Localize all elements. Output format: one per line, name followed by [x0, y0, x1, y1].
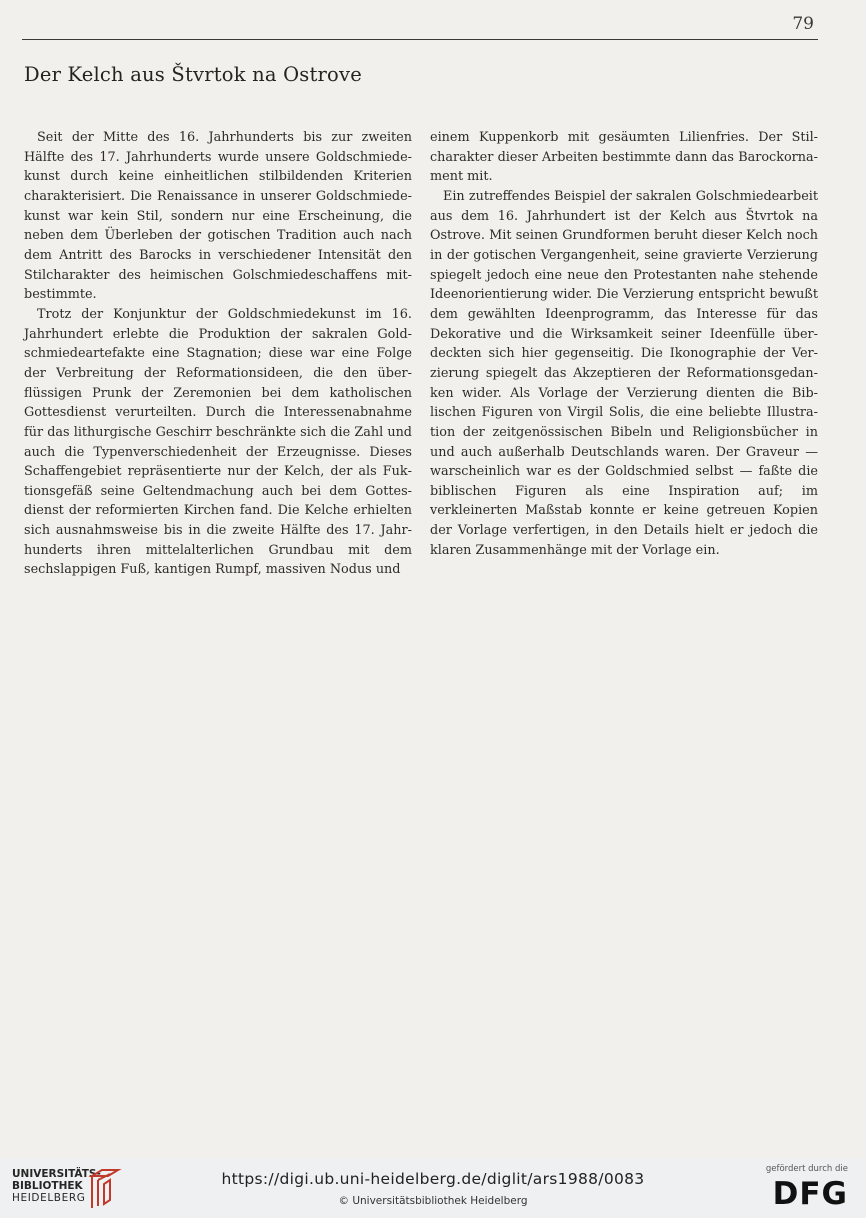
- page-number: 79: [792, 14, 814, 34]
- dfg-logo-block[interactable]: [765, 1164, 848, 1212]
- paragraph: Trotz der Konjunktur der Goldschmiedekunst im 16. Jahrhundert erlebte die Produktion der sakralen Goldschmiedeartefakte eine Stagnation; diese war eine Folge der Verbreitung der Reformationsideen, die den überflüssigen Prunk der Zeremonien bei dem katholischen Gottesdienst verurteilten. Durch die Interessenabnahme für das lithurgische Geschirr beschränkte sich die Zahl und auch die Typenverschiedenheit der Erzeugnisse. Dieses Schaffengebiet repräsentierte nur der Kelch, der als Fuktionsgefäß seine Geltendmachung auch bei dem Gottesdienst der reformierten Kirchen fand. Die Kelche erhielten sich ausnahmsweise bis in die zweite Hälfte des 17. Jahrhunderts ihren mittelalterlichen Grundbau mit dem sechslappigen Fuß, kantigen Rumpf, massiven Nodus und: [24, 306, 412, 578]
- left-column: [24, 128, 412, 580]
- header-rule: [22, 39, 818, 41]
- dfg-logo: DFG: [772, 1176, 848, 1212]
- paragraph: einem Kuppenkorb mit gesäumten Lilienfries. Der Stilcharakter dieser Arbeiten bestimmte dann das Barockornament mit.: [430, 130, 818, 185]
- library-name-line3: HEIDELBERG: [12, 1192, 86, 1204]
- paragraph: Ein zutreffendes Beispiel der sakralen Golschmiedearbeit aus dem 16. Jahrhundert ist der Kelch aus Štvrtok na Ostrove. Mit seinen Grundformen beruht dieser Kelch noch in der gotischen Vergangenheit, seine gravierte Verzierung spiegelt jedoch eine neue den Protestanten nahe stehende Ideenorientierung wider. Die Verzierung entspricht bewußt dem gewählten Ideenprogramm, das Interesse für das Dekorative und die Wirksamkeit seiner Ideenfülle überdeckten sich hier gegenseitig. Die Ikonographie der Verzierung spiegelt das Akzeptieren der Reformationsgedanken wider. Als Vorlage der Verzierung dienten die Biblischen Figuren von Virgil Solis, die eine beliebte Illustration der zeitgenössischen Bibeln und Religionsbücher in und auch außerhalb Deutschlands waren. Der Graveur — warscheinlich war es der Goldschmied selbst — faßte die biblischen Figuren als eine Inspiration auf; im verkleinerten Maßstab konnte er keine getreuen Kopien der Vorlage verfertigen, in den Details hielt er jedoch die klaren Zusammenhänge mit der Vorlage ein.: [430, 188, 818, 558]
- right-column: [430, 128, 818, 560]
- funding-caption: gefördert durch die: [765, 1164, 848, 1174]
- paragraph: Seit der Mitte des 16. Jahrhunderts bis zur zweiten Hälfte des 17. Jahrhunderts wurde unsere Goldschmiedekunst durch keine einheitlichen stilbildenden Kriterien charakterisiert. Die Renaissance in unserer Goldschmiedekunst war kein Stil, sondern nur eine Erscheinung, die neben dem Überleben der gotischen Tradition auch nach dem Antritt des Barocks in verschiedener Intensität den Stilcharakter des heimischen Golschmiedeschaffens mitbestimmte.: [24, 130, 412, 303]
- footer-bar: [0, 1158, 866, 1218]
- copyright-notice: © Universitätsbibliothek Heidelberg: [338, 1195, 528, 1207]
- document-url-link[interactable]: https://digi.ub.uni-heidelberg.de/diglit/ars1988/0083: [221, 1170, 645, 1188]
- article-title: Der Kelch aus Štvrtok na Ostrove: [24, 63, 362, 86]
- library-name-line2: BIBLIOTHEK: [12, 1180, 83, 1192]
- library-name-line1: UNIVERSITÄTS-: [12, 1168, 101, 1180]
